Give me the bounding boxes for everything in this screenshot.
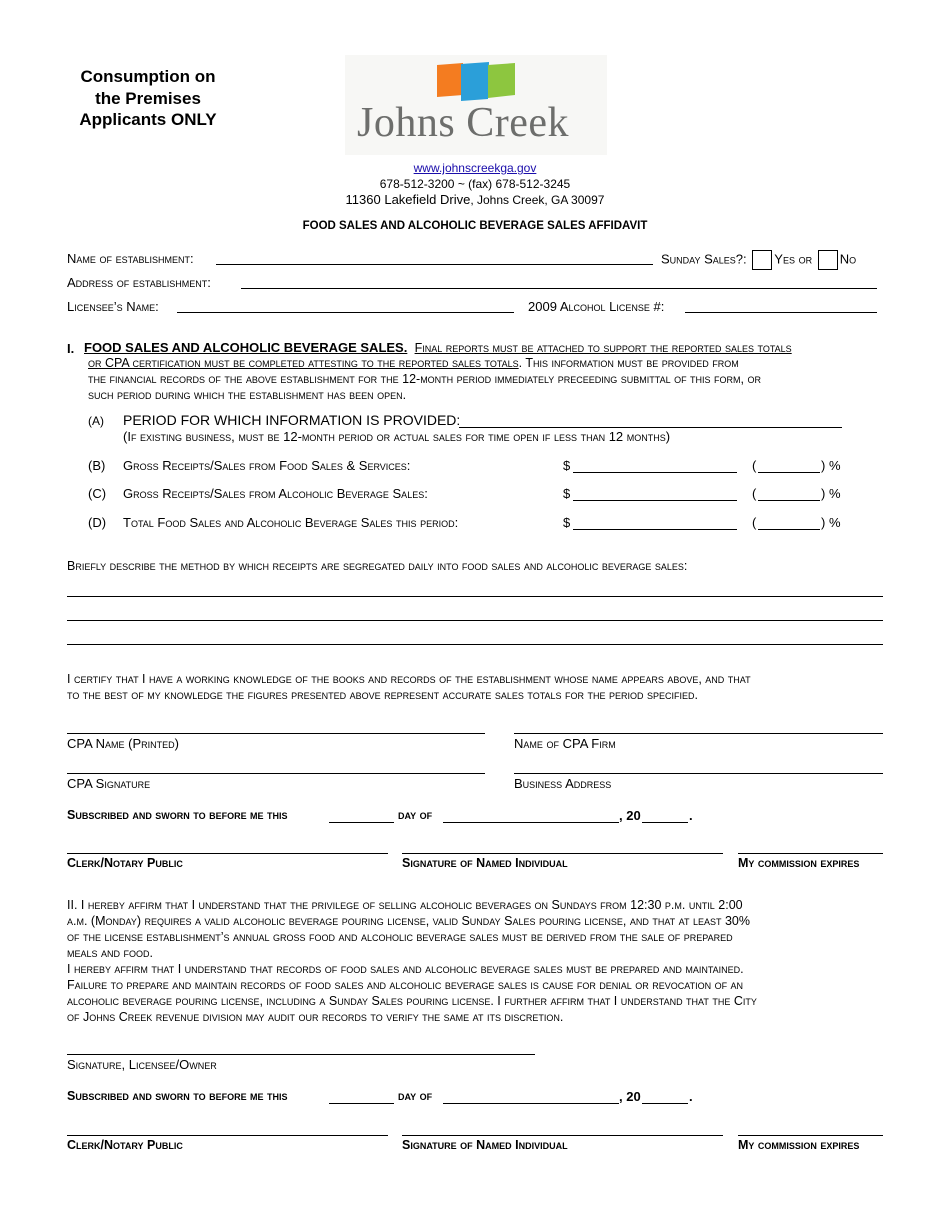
cpa-firm-label: Name of CPA Firm: [514, 736, 616, 751]
establishment-name-input[interactable]: [216, 264, 653, 265]
notary-day-input[interactable]: [329, 822, 394, 823]
commission-input[interactable]: [738, 1135, 883, 1136]
year-period: .: [689, 808, 693, 823]
section-2-line-2: a.m. (Monday) requires a valid alcoholic beverage pouring license, valid Sunday Sales pouring license, and that at least 30%: [67, 914, 750, 928]
licensee-name-input[interactable]: [177, 312, 514, 313]
item-a-note: (If existing business, must be 12-month period or actual sales for time open if less than 12 months): [123, 429, 671, 444]
section-1-heading: FOOD SALES AND ALCOHOLIC BEVERAGE SALES.: [84, 340, 408, 355]
item-c-paren-open: (: [752, 486, 757, 501]
item-d-paren-open: (: [752, 515, 757, 530]
item-b-dollar: $: [563, 458, 571, 473]
item-c-text: Gross Receipts/Sales from Alcoholic Beverage Sales:: [123, 486, 428, 501]
period-input[interactable]: [459, 427, 842, 428]
office-address: [0, 192, 950, 207]
sunday-sales-no-checkbox[interactable]: [818, 250, 838, 270]
commission-label: My commission expires: [738, 1138, 860, 1152]
section-2-line-7: alcoholic beverage pouring license, including a Sunday Sales pouring license. I further affirm that I understand that the City: [67, 994, 757, 1008]
item-d-percent-input[interactable]: [758, 529, 820, 530]
phone-numbers: 678-512-3200 ~ (fax) 678-512-3245: [379, 177, 571, 191]
license-number-input[interactable]: [685, 312, 877, 313]
license-number-label: 2009 Alcohol License #:: [528, 299, 665, 314]
sunday-sales-yes-checkbox[interactable]: [752, 250, 772, 270]
section-2-line-8: of Johns Creek revenue division may audit our records to verify the same at its discretion.: [67, 1010, 564, 1024]
item-d-dollar: $: [563, 515, 571, 530]
establishment-address-input[interactable]: [241, 288, 877, 289]
logo-text: Johns Creek: [357, 100, 569, 146]
item-d-text: Total Food Sales and Alcoholic Beverage Sales this period:: [123, 515, 459, 530]
notice-line-1: Consumption on: [80, 67, 216, 86]
clerk-label: Clerk/Notary Public: [67, 1138, 183, 1152]
sunday-yes-label: Yes or: [774, 251, 813, 267]
form-title: FOOD SALES AND ALCOHOLIC BEVERAGE SALES AFFIDAVIT: [302, 220, 648, 232]
item-d-label: (D): [88, 515, 107, 530]
establishment-address-label: Address of establishment:: [67, 275, 211, 290]
named-signature-input[interactable]: [402, 1135, 723, 1136]
describe-line-3[interactable]: [67, 644, 883, 645]
address-street: 11360 Lakefield Drive: [345, 192, 471, 207]
cpa-signature-label: CPA Signature: [67, 776, 151, 791]
section-1-final-reports: Final reports must be attached to support the reported sales totals: [414, 341, 792, 355]
address-city: , Johns Creek, GA 30097: [470, 193, 605, 207]
clerk-signature-input[interactable]: [67, 853, 388, 854]
licensee-signature-input[interactable]: [67, 1054, 535, 1055]
describe-prompt: Briefly describe the method by which receipts are segregated daily into food sales and alcoholic beverage sales:: [67, 559, 688, 573]
section-1-number: I.: [67, 341, 75, 356]
notary-year-input[interactable]: [642, 1103, 688, 1104]
describe-line-2[interactable]: [67, 620, 883, 621]
cpa-name-label: CPA Name (Printed): [67, 736, 179, 751]
day-of-label: day of: [398, 808, 433, 822]
clerk-signature-input[interactable]: [67, 1135, 388, 1136]
notice-line-2: the Premises: [95, 88, 201, 108]
section-1-line-4: such period during which the establishment has been open.: [88, 388, 407, 402]
subscribed-label: Subscribed and sworn to before me this: [67, 808, 288, 822]
section-2-line-3: of the license establishment’s annual gross food and alcoholic beverage sales must be derived from the sale of prepared: [67, 930, 733, 944]
cpa-name-input[interactable]: [67, 733, 485, 734]
item-a-text: PERIOD FOR WHICH INFORMATION IS PROVIDED:: [123, 412, 461, 428]
cpa-signature-input[interactable]: [67, 773, 485, 774]
sunday-sales-group: [661, 250, 856, 270]
commission-label: My commission expires: [738, 856, 860, 870]
section-2-line-4: meals and food.: [67, 946, 153, 960]
item-b-percent-input[interactable]: [758, 472, 820, 473]
website-link[interactable]: www.johnscreekga.gov: [413, 161, 537, 175]
business-address-label: Business Address: [514, 776, 612, 791]
clerk-label: Clerk/Notary Public: [67, 856, 183, 870]
item-c-paren-close: ) %: [821, 486, 841, 501]
notice-line-3: Applicants ONLY: [79, 110, 217, 129]
named-signature-label: Signature of Named Individual: [402, 856, 568, 870]
section-1-must-provide: . This information must be provided from: [518, 356, 739, 370]
business-address-input[interactable]: [514, 773, 883, 774]
item-d-amount-input[interactable]: [573, 529, 737, 530]
section-2-text: [67, 897, 883, 1025]
section-2-line-1: II. I hereby affirm that I understand that the privilege of selling alcoholic beverages on Sundays from 12:30 p.m. until 2:00: [67, 898, 743, 912]
establishment-name-label: Name of establishment:: [67, 251, 194, 266]
item-c-dollar: $: [563, 486, 571, 501]
notary-month-input[interactable]: [443, 1103, 619, 1104]
cpa-firm-input[interactable]: [514, 733, 883, 734]
item-c-amount-input[interactable]: [573, 500, 737, 501]
year-period: .: [689, 1089, 693, 1104]
item-d-paren-close: ) %: [821, 515, 841, 530]
section-2-line-6: Failure to prepare and maintain records of food sales and alcoholic beverage sales is cause for denial or revocation of an: [67, 978, 744, 992]
applicants-notice: [58, 66, 238, 131]
day-of-label: day of: [398, 1089, 433, 1103]
section-2-line-5: I hereby affirm that I understand that records of food sales and alcoholic beverage sales must be prepared and maintained.: [67, 962, 744, 976]
notary-year-input[interactable]: [642, 822, 688, 823]
named-signature-input[interactable]: [402, 853, 723, 854]
sunday-no-label: No: [839, 251, 857, 267]
section-1-line-1: [84, 340, 792, 355]
describe-line-1[interactable]: [67, 596, 883, 597]
certify-line-1: I certify that I have a working knowledge of the books and records of the establishment whose name appears above, and that: [67, 672, 751, 686]
licensee-name-label: Licensee’s Name:: [67, 299, 159, 314]
johns-creek-logo: [345, 55, 607, 155]
item-b-text: Gross Receipts/Sales from Food Sales & Services:: [123, 458, 411, 473]
year-prefix: , 20: [619, 808, 641, 823]
item-b-label: (B): [88, 458, 106, 473]
commission-input[interactable]: [738, 853, 883, 854]
contact-block: [0, 161, 950, 175]
sunday-sales-label: Sunday Sales?:: [661, 251, 747, 267]
notary-month-input[interactable]: [443, 822, 619, 823]
item-b-amount-input[interactable]: [573, 472, 737, 473]
named-signature-label: Signature of Named Individual: [402, 1138, 568, 1152]
section-1-line-2: [88, 356, 739, 370]
item-a-label: (A): [88, 414, 104, 428]
subscribed-label: Subscribed and sworn to before me this: [67, 1089, 288, 1103]
item-c-percent-input[interactable]: [758, 500, 820, 501]
certify-line-2: to the best of my knowledge the figures presented above represent accurate sales totals for the period specified.: [67, 688, 698, 702]
licensee-signature-label: Signature, Licensee/Owner: [67, 1057, 217, 1072]
section-1-line-3: the financial records of the above establishment for the 12-month period immediately preceeding submittal of this form, or: [88, 372, 761, 386]
notary-day-input[interactable]: [329, 1103, 394, 1104]
item-c-label: (C): [88, 486, 107, 501]
year-prefix: , 20: [619, 1089, 641, 1104]
section-1-cpa-cert: or CPA certification must be completed attesting to the reported sales totals: [88, 356, 519, 370]
item-b-paren-open: (: [752, 458, 757, 473]
item-b-paren-close: ) %: [821, 458, 841, 473]
